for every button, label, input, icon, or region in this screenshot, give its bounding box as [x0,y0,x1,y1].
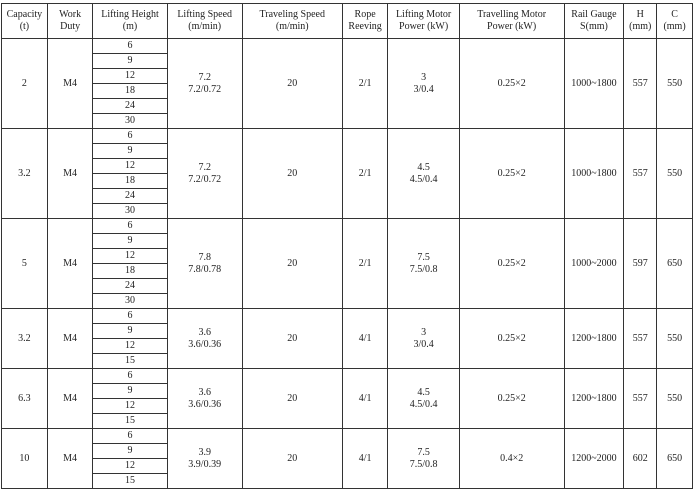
rail-gauge-cell: 1000~1800 [564,39,624,129]
lifting-speed-cell [167,369,242,429]
lifting-height-cell: 15 [93,354,167,369]
capacity-cell: 10 [2,429,48,489]
header-capacity [2,4,48,39]
lifting-speed-cell-line2: 3.6/0.36 [188,338,222,350]
lifting-height-cell: 24 [93,99,167,114]
lifting-speed-cell-line2: 3.6/0.36 [188,398,222,410]
lifting-motor-power-cell-line2: 7.5/0.8 [409,263,438,275]
lifting-motor-power-cell-line2: 4.5/0.4 [409,398,438,410]
header-work-duty [47,4,93,39]
rope-reeving-cell: 2/1 [342,39,388,129]
h-cell: 597 [624,219,657,309]
header-lifting-height [93,4,167,39]
lifting-height-cell: 30 [93,114,167,129]
lifting-speed-cell [167,129,242,219]
table-row [2,429,693,444]
c-cell: 650 [657,219,693,309]
rail-gauge-cell: 1200~1800 [564,309,624,369]
lifting-height-cell: 12 [93,339,167,354]
lifting-height-cell: 24 [93,279,167,294]
travelling-motor-power-cell: 0.25×2 [459,369,564,429]
hoist-spec-table [1,3,693,489]
h-cell: 602 [624,429,657,489]
h-cell: 557 [624,39,657,129]
work-duty-cell: M4 [47,309,93,369]
header-capacity-line1: Capacity [6,9,43,20]
lifting-height-cell: 9 [93,144,167,159]
capacity-cell: 6.3 [2,369,48,429]
traveling-speed-cell: 20 [242,429,342,489]
header-c [657,4,693,39]
header-row [2,4,693,39]
c-cell: 550 [657,309,693,369]
travelling-motor-power-cell: 0.25×2 [459,39,564,129]
header-rope-reeving-line2: Reeving [348,21,382,32]
lifting-height-cell: 6 [93,39,167,54]
lifting-height-cell: 18 [93,174,167,189]
work-duty-cell: M4 [47,429,93,489]
header-traveling-speed-line1: Traveling Speed [259,9,325,20]
lifting-motor-power-cell-line1: 3 [421,326,427,338]
header-h [624,4,657,39]
c-cell: 550 [657,369,693,429]
lifting-motor-power-cell [388,309,459,369]
header-c-line2: (mm) [663,21,686,32]
header-capacity-line2: (t) [19,21,30,32]
traveling-speed-cell: 20 [242,309,342,369]
lifting-height-cell: 9 [93,234,167,249]
header-h-line2: (mm) [629,21,652,32]
lifting-motor-power-cell-line1: 3 [421,71,427,83]
lifting-height-cell: 12 [93,69,167,84]
table-row [2,369,693,384]
lifting-height-cell: 9 [93,54,167,69]
lifting-motor-power-cell [388,369,459,429]
lifting-speed-cell-line1: 3.6 [198,386,211,398]
header-rail-gauge-line2: S(mm) [580,21,608,32]
lifting-speed-cell [167,39,242,129]
lifting-speed-cell-line2: 7.2/0.72 [188,83,222,95]
rail-gauge-cell: 1000~1800 [564,129,624,219]
lifting-height-cell: 12 [93,459,167,474]
lifting-height-cell: 18 [93,264,167,279]
travelling-motor-power-cell: 0.4×2 [459,429,564,489]
lifting-motor-power-cell [388,429,459,489]
lifting-height-cell: 6 [93,369,167,384]
lifting-motor-power-cell [388,39,459,129]
lifting-motor-power-cell-line2: 4.5/0.4 [409,173,438,185]
c-cell: 650 [657,429,693,489]
lifting-speed-cell-line2: 7.2/0.72 [188,173,222,185]
travelling-motor-power-cell: 0.25×2 [459,219,564,309]
c-cell: 550 [657,129,693,219]
lifting-speed-cell-line1: 3.6 [198,326,211,338]
header-rail-gauge-line1: Rail Gauge [571,9,617,20]
header-travelling-motor-power-line1: Travelling Motor [477,9,547,20]
lifting-speed-cell [167,429,242,489]
rail-gauge-cell: 1000~2000 [564,219,624,309]
capacity-cell: 2 [2,39,48,129]
header-lifting-speed-line1: Lifting Speed [177,9,233,20]
traveling-speed-cell: 20 [242,369,342,429]
header-work-duty-line2: Duty [60,21,81,32]
lifting-height-cell: 9 [93,384,167,399]
lifting-height-cell: 30 [93,204,167,219]
table-row [2,129,693,144]
lifting-motor-power-cell-line2: 3/0.4 [413,338,434,350]
capacity-cell: 3.2 [2,309,48,369]
work-duty-cell: M4 [47,219,93,309]
header-lifting-height-line2: (m) [122,21,138,32]
rope-reeving-cell: 4/1 [342,429,388,489]
header-travelling-motor-power [459,4,564,39]
rail-gauge-cell: 1200~1800 [564,369,624,429]
lifting-height-cell: 12 [93,249,167,264]
table-row [2,309,693,324]
lifting-height-cell: 9 [93,324,167,339]
lifting-motor-power-cell-line2: 3/0.4 [413,83,434,95]
header-lifting-speed-line2: (m/min) [188,21,222,32]
h-cell: 557 [624,129,657,219]
work-duty-cell: M4 [47,129,93,219]
lifting-motor-power-cell-line1: 7.5 [417,251,430,263]
header-rope-reeving-line1: Rope [354,9,376,20]
capacity-cell: 5 [2,219,48,309]
header-lifting-motor-power [388,4,459,39]
rope-reeving-cell: 2/1 [342,129,388,219]
h-cell: 557 [624,309,657,369]
table-row [2,39,693,54]
h-cell: 557 [624,369,657,429]
header-lifting-motor-power-line2: Power (kW) [399,21,449,32]
lifting-height-cell: 30 [93,294,167,309]
traveling-speed-cell: 20 [242,39,342,129]
lifting-motor-power-cell-line2: 7.5/0.8 [409,458,438,470]
lifting-height-cell: 9 [93,444,167,459]
traveling-speed-cell: 20 [242,219,342,309]
header-h-line1: H [636,9,644,20]
work-duty-cell: M4 [47,369,93,429]
travelling-motor-power-cell: 0.25×2 [459,309,564,369]
lifting-height-cell: 18 [93,84,167,99]
header-work-duty-line1: Work [59,9,82,20]
header-lifting-height-line1: Lifting Height [101,9,159,20]
lifting-motor-power-cell [388,219,459,309]
lifting-speed-cell-line2: 3.9/0.39 [188,458,222,470]
lifting-speed-cell [167,219,242,309]
lifting-motor-power-cell-line1: 4.5 [417,386,430,398]
header-lifting-speed [167,4,242,39]
rope-reeving-cell: 4/1 [342,369,388,429]
lifting-height-cell: 6 [93,309,167,324]
header-lifting-motor-power-line1: Lifting Motor [395,9,452,20]
header-traveling-speed [242,4,342,39]
rail-gauge-cell: 1200~2000 [564,429,624,489]
header-travelling-motor-power-line2: Power (kW) [487,21,537,32]
lifting-motor-power-cell-line1: 4.5 [417,161,430,173]
lifting-motor-power-cell [388,129,459,219]
c-cell: 550 [657,39,693,129]
lifting-speed-cell-line2: 7.8/0.78 [188,263,222,275]
lifting-speed-cell-line1: 7.8 [198,251,211,263]
header-rope-reeving [342,4,388,39]
lifting-height-cell: 15 [93,474,167,489]
lifting-speed-cell [167,309,242,369]
rope-reeving-cell: 4/1 [342,309,388,369]
table-body [2,39,693,489]
lifting-height-cell: 6 [93,429,167,444]
lifting-height-cell: 6 [93,219,167,234]
traveling-speed-cell: 20 [242,129,342,219]
lifting-speed-cell-line1: 3.9 [198,446,211,458]
travelling-motor-power-cell: 0.25×2 [459,129,564,219]
lifting-height-cell: 12 [93,399,167,414]
header-traveling-speed-line2: (m/min) [275,21,309,32]
lifting-height-cell: 15 [93,414,167,429]
header-rail-gauge [564,4,624,39]
rope-reeving-cell: 2/1 [342,219,388,309]
lifting-speed-cell-line1: 7.2 [198,71,211,83]
lifting-height-cell: 24 [93,189,167,204]
capacity-cell: 3.2 [2,129,48,219]
lifting-height-cell: 6 [93,129,167,144]
table-row [2,219,693,234]
work-duty-cell: M4 [47,39,93,129]
header-c-line1: C [671,9,678,20]
lifting-height-cell: 12 [93,159,167,174]
lifting-speed-cell-line1: 7.2 [198,161,211,173]
lifting-motor-power-cell-line1: 7.5 [417,446,430,458]
